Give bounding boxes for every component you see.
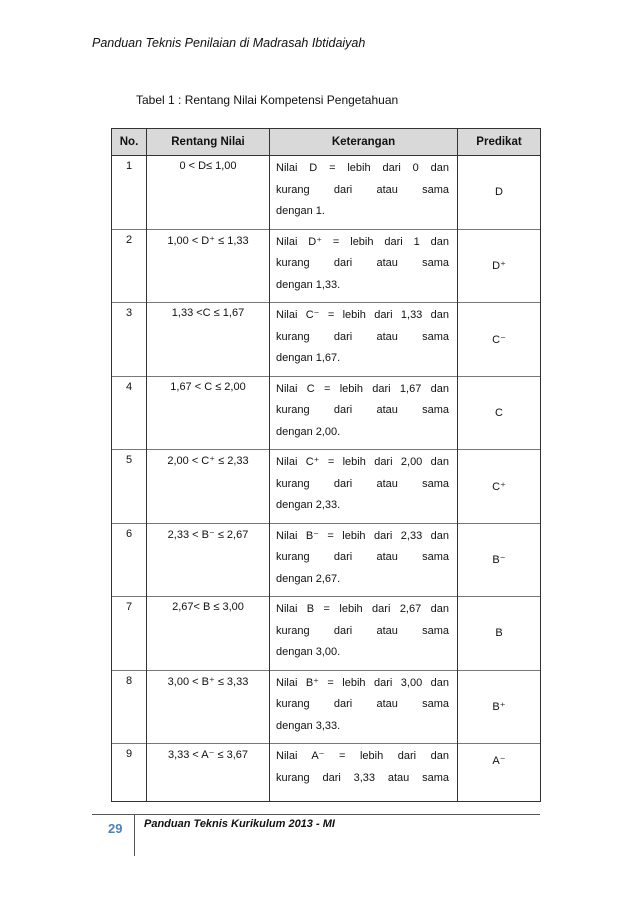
col-header-description: Keterangan xyxy=(270,129,458,156)
cell-no: 3 xyxy=(112,303,147,377)
table-row xyxy=(112,670,541,744)
description-line: dengan 3,33. xyxy=(276,719,341,732)
table-row xyxy=(112,229,541,303)
cell-no: 9 xyxy=(112,744,147,802)
cell-no: 2 xyxy=(112,229,147,303)
cell-predicate: A⁻ xyxy=(458,744,541,802)
table-row xyxy=(112,376,541,450)
description-line: kurang dari atau sama xyxy=(276,404,449,416)
description-line: Nilai A⁻ = lebih dari dan xyxy=(276,750,449,762)
cell-range: 3,00 < B⁺ ≤ 3,33 xyxy=(147,670,270,744)
grade-range-table xyxy=(111,128,541,802)
table-caption: Tabel 1 : Rentang Nilai Kompetensi Pengetahuan xyxy=(136,93,399,107)
cell-no: 5 xyxy=(112,450,147,524)
cell-predicate: C⁻ xyxy=(458,303,541,377)
footer-vertical-divider xyxy=(134,814,135,856)
cell-description xyxy=(270,744,458,802)
table-row xyxy=(112,303,541,377)
table-row xyxy=(112,450,541,524)
cell-description xyxy=(270,376,458,450)
description-line: dengan 3,00. xyxy=(276,646,341,658)
cell-predicate: B xyxy=(458,597,541,671)
cell-range: 1,67 < C ≤ 2,00 xyxy=(147,376,270,450)
cell-range: 2,00 < C⁺ ≤ 2,33 xyxy=(147,450,270,524)
description-line: Nilai C = lebih dari 1,67 dan xyxy=(276,382,449,395)
footer-divider xyxy=(92,814,540,815)
cell-range: 1,33 <C ≤ 1,67 xyxy=(147,303,270,377)
table-header-row xyxy=(112,129,541,156)
col-header-range: Rentang Nilai xyxy=(147,129,270,156)
running-header: Panduan Teknis Penilaian di Madrasah Ibtidaiyah xyxy=(92,36,366,50)
cell-range: 0 < D≤ 1,00 xyxy=(147,156,270,230)
description-line: kurang dari atau sama xyxy=(276,551,449,563)
description-line: kurang dari atau sama xyxy=(276,183,449,196)
description-line: Nilai B⁻ = lebih dari 2,33 dan xyxy=(276,529,449,542)
description-line: dengan 2,67. xyxy=(276,572,341,585)
description-line: kurang dari atau sama xyxy=(276,624,449,637)
description-line: dengan 1,33. xyxy=(276,278,341,291)
cell-predicate: B⁻ xyxy=(458,523,541,597)
description-line: Nilai D = lebih dari 0 dan xyxy=(276,162,449,174)
cell-predicate: C xyxy=(458,376,541,450)
table-row xyxy=(112,744,541,802)
cell-description xyxy=(270,229,458,303)
table-row xyxy=(112,597,541,671)
description-line: kurang dari atau sama xyxy=(276,698,449,710)
description-line: Nilai B⁺ = lebih dari 3,00 dan xyxy=(276,676,449,689)
cell-description xyxy=(270,523,458,597)
description-line: Nilai C⁺ = lebih dari 2,00 dan xyxy=(276,456,449,468)
cell-predicate: C⁺ xyxy=(458,450,541,524)
cell-description xyxy=(270,303,458,377)
description-line: Nilai D⁺ = lebih dari 1 dan xyxy=(276,235,449,248)
cell-description xyxy=(270,450,458,524)
footer-title: Panduan Teknis Kurikulum 2013 - MI xyxy=(144,818,335,830)
cell-no: 7 xyxy=(112,597,147,671)
table-row xyxy=(112,156,541,230)
cell-range: 3,33 < A⁻ ≤ 3,67 xyxy=(147,744,270,802)
description-line: dengan 2,33. xyxy=(276,499,341,511)
page-number: 29 xyxy=(108,821,123,836)
description-line: kurang dari atau sama xyxy=(276,330,449,343)
cell-range: 1,00 < D⁺ ≤ 1,33 xyxy=(147,229,270,303)
cell-range: 2,33 < B⁻ ≤ 2,67 xyxy=(147,523,270,597)
table-row xyxy=(112,523,541,597)
cell-predicate: D⁺ xyxy=(458,229,541,303)
cell-predicate: B⁺ xyxy=(458,670,541,744)
description-line: kurang dari atau sama xyxy=(276,477,449,490)
col-header-predicate: Predikat xyxy=(458,129,541,156)
description-line: Nilai B = lebih dari 2,67 dan xyxy=(276,603,449,615)
cell-range: 2,67< B ≤ 3,00 xyxy=(147,597,270,671)
description-line: dengan 1. xyxy=(276,205,325,217)
cell-description xyxy=(270,597,458,671)
cell-no: 1 xyxy=(112,156,147,230)
col-header-no: No. xyxy=(112,129,147,156)
description-line: kurang dari atau sama xyxy=(276,257,449,269)
description-line: kurang dari 3,33 atau sama xyxy=(276,771,449,784)
cell-no: 8 xyxy=(112,670,147,744)
cell-description xyxy=(270,670,458,744)
cell-no: 6 xyxy=(112,523,147,597)
cell-description xyxy=(270,156,458,230)
description-line: dengan 2,00. xyxy=(276,425,341,438)
cell-predicate: D xyxy=(458,156,541,230)
description-line: Nilai C⁻ = lebih dari 1,33 dan xyxy=(276,309,449,321)
cell-no: 4 xyxy=(112,376,147,450)
description-line: dengan 1,67. xyxy=(276,352,341,364)
